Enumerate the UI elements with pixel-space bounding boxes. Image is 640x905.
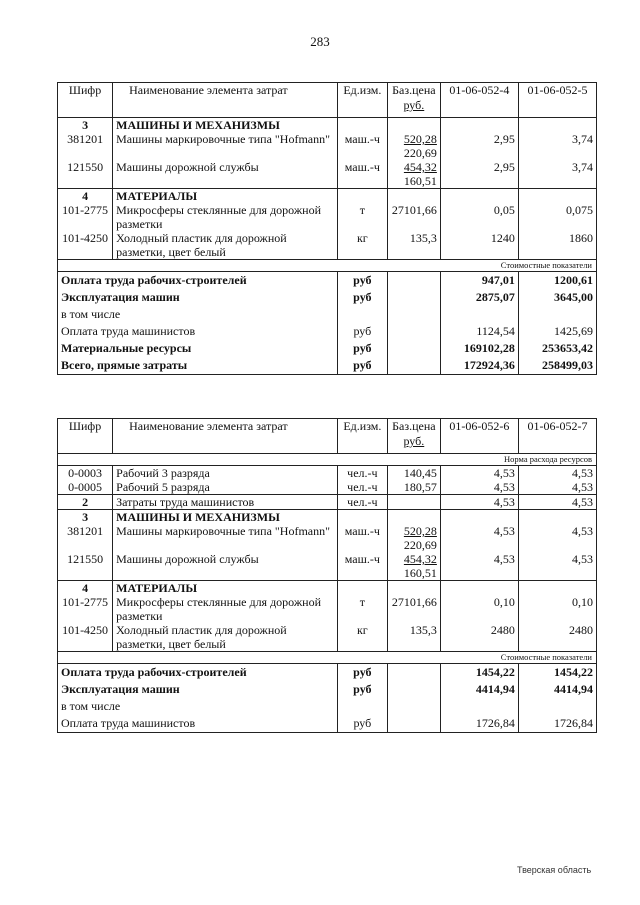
summary-row: в том числе: [58, 306, 597, 323]
header-code: Шифр: [58, 419, 113, 454]
section-title: МАТЕРИАЛЫ: [113, 189, 338, 204]
summary-row: Оплата труда рабочих-строителей руб 1454,22 1454,22: [58, 664, 597, 682]
summary-row: Материальные ресурсы руб 169102,28 253653,42: [58, 340, 597, 357]
summary-row: Эксплуатация машин руб 4414,94 4414,94: [58, 681, 597, 698]
section-title: МАШИНЫ И МЕХАНИЗМЫ: [113, 118, 338, 133]
section-row: 3 МАШИНЫ И МЕХАНИЗМЫ: [58, 510, 597, 525]
summary-row: Оплата труда машинистов руб 1124,54 1425,69: [58, 323, 597, 340]
page-number: 283: [310, 34, 330, 49]
header-code: Шифр: [58, 83, 113, 118]
table-row: 0-0005 Рабочий 5 разряда чел.-ч 180,57 4,53 4,53: [58, 480, 597, 495]
header-col-b: 01-06-052-5: [518, 83, 596, 118]
rates-table-2: [57, 418, 597, 733]
cost-indicators-row: [58, 260, 597, 272]
table-row: 101-4250 Холодный пластик для дорожной разметки, цвет белый кг 135,3 2480 2480: [58, 623, 597, 652]
table-row: 121550 Машины дорожной службы маш.-ч 454,32 160,51 4,53 4,53: [58, 552, 597, 581]
table-row: 0-0003 Рабочий 3 разряда чел.-ч 140,45 4,53 4,53: [58, 466, 597, 481]
section-row: 4 МАТЕРИАЛЫ: [58, 189, 597, 204]
section-row: 3 МАШИНЫ И МЕХАНИЗМЫ: [58, 118, 597, 133]
header-col-a: 01-06-052-4: [440, 83, 518, 118]
section-row: 4 МАТЕРИАЛЫ: [58, 581, 597, 596]
cost-indicators-row: [58, 652, 597, 664]
header-price: Баз.цена руб.: [387, 419, 440, 454]
summary-row: Всего, прямые затраты руб 172924,36 258499,03: [58, 357, 597, 375]
section-title: МАТЕРИАЛЫ: [113, 581, 338, 596]
section-title: МАШИНЫ И МЕХАНИЗМЫ: [113, 510, 338, 525]
header-price: Баз.цена руб.: [387, 83, 440, 118]
summary-row: в том числе: [58, 698, 597, 715]
table-row: 381201 Машины маркировочные типа "Hofmann" маш.-ч 520,28 220,69 2,95 3,74: [58, 132, 597, 160]
table-row: 381201 Машины маркировочные типа "Hofmann" маш.-ч 520,28 220,69 4,53 4,53: [58, 524, 597, 552]
summary-row: Оплата труда рабочих-строителей руб 947,01 1200,61: [58, 272, 597, 290]
summary-row: Эксплуатация машин руб 2875,07 3645,00: [58, 289, 597, 306]
table-row: 101-2775 Микросферы стеклянные для дорожной разметки т 27101,66 0,05 0,075: [58, 203, 597, 231]
header-col-a: 01-06-052-6: [440, 419, 518, 454]
header-name: Наименование элемента затрат: [113, 83, 338, 118]
header-name: Наименование элемента затрат: [113, 419, 338, 454]
table-row: 101-4250 Холодный пластик для дорожной разметки, цвет белый кг 135,3 1240 1860: [58, 231, 597, 260]
rates-table-1: [57, 82, 597, 375]
table-row: 101-2775 Микросферы стеклянные для дорожной разметки т 27101,66 0,10 0,10: [58, 595, 597, 623]
table-header: [58, 83, 597, 118]
footer-region-stamp: Тверская область: [517, 865, 592, 875]
header-unit: Ед.изм.: [337, 83, 387, 118]
header-unit: Ед.изм.: [337, 419, 387, 454]
table-header: [58, 419, 597, 454]
header-col-b: 01-06-052-7: [518, 419, 596, 454]
table-row: 2 Затраты труда машинистов чел.-ч 4,53 4,53: [58, 495, 597, 510]
summary-row: Оплата труда машинистов руб 1726,84 1726,84: [58, 715, 597, 733]
norm-label-row: [58, 454, 597, 466]
norm-label: Норма расхода ресурсов: [440, 454, 596, 466]
table-row: 121550 Машины дорожной службы маш.-ч 454,32 160,51 2,95 3,74: [58, 160, 597, 189]
cost-indicators-label: Стоимостные показатели: [440, 652, 596, 664]
cost-indicators-label: Стоимостные показатели: [440, 260, 596, 272]
